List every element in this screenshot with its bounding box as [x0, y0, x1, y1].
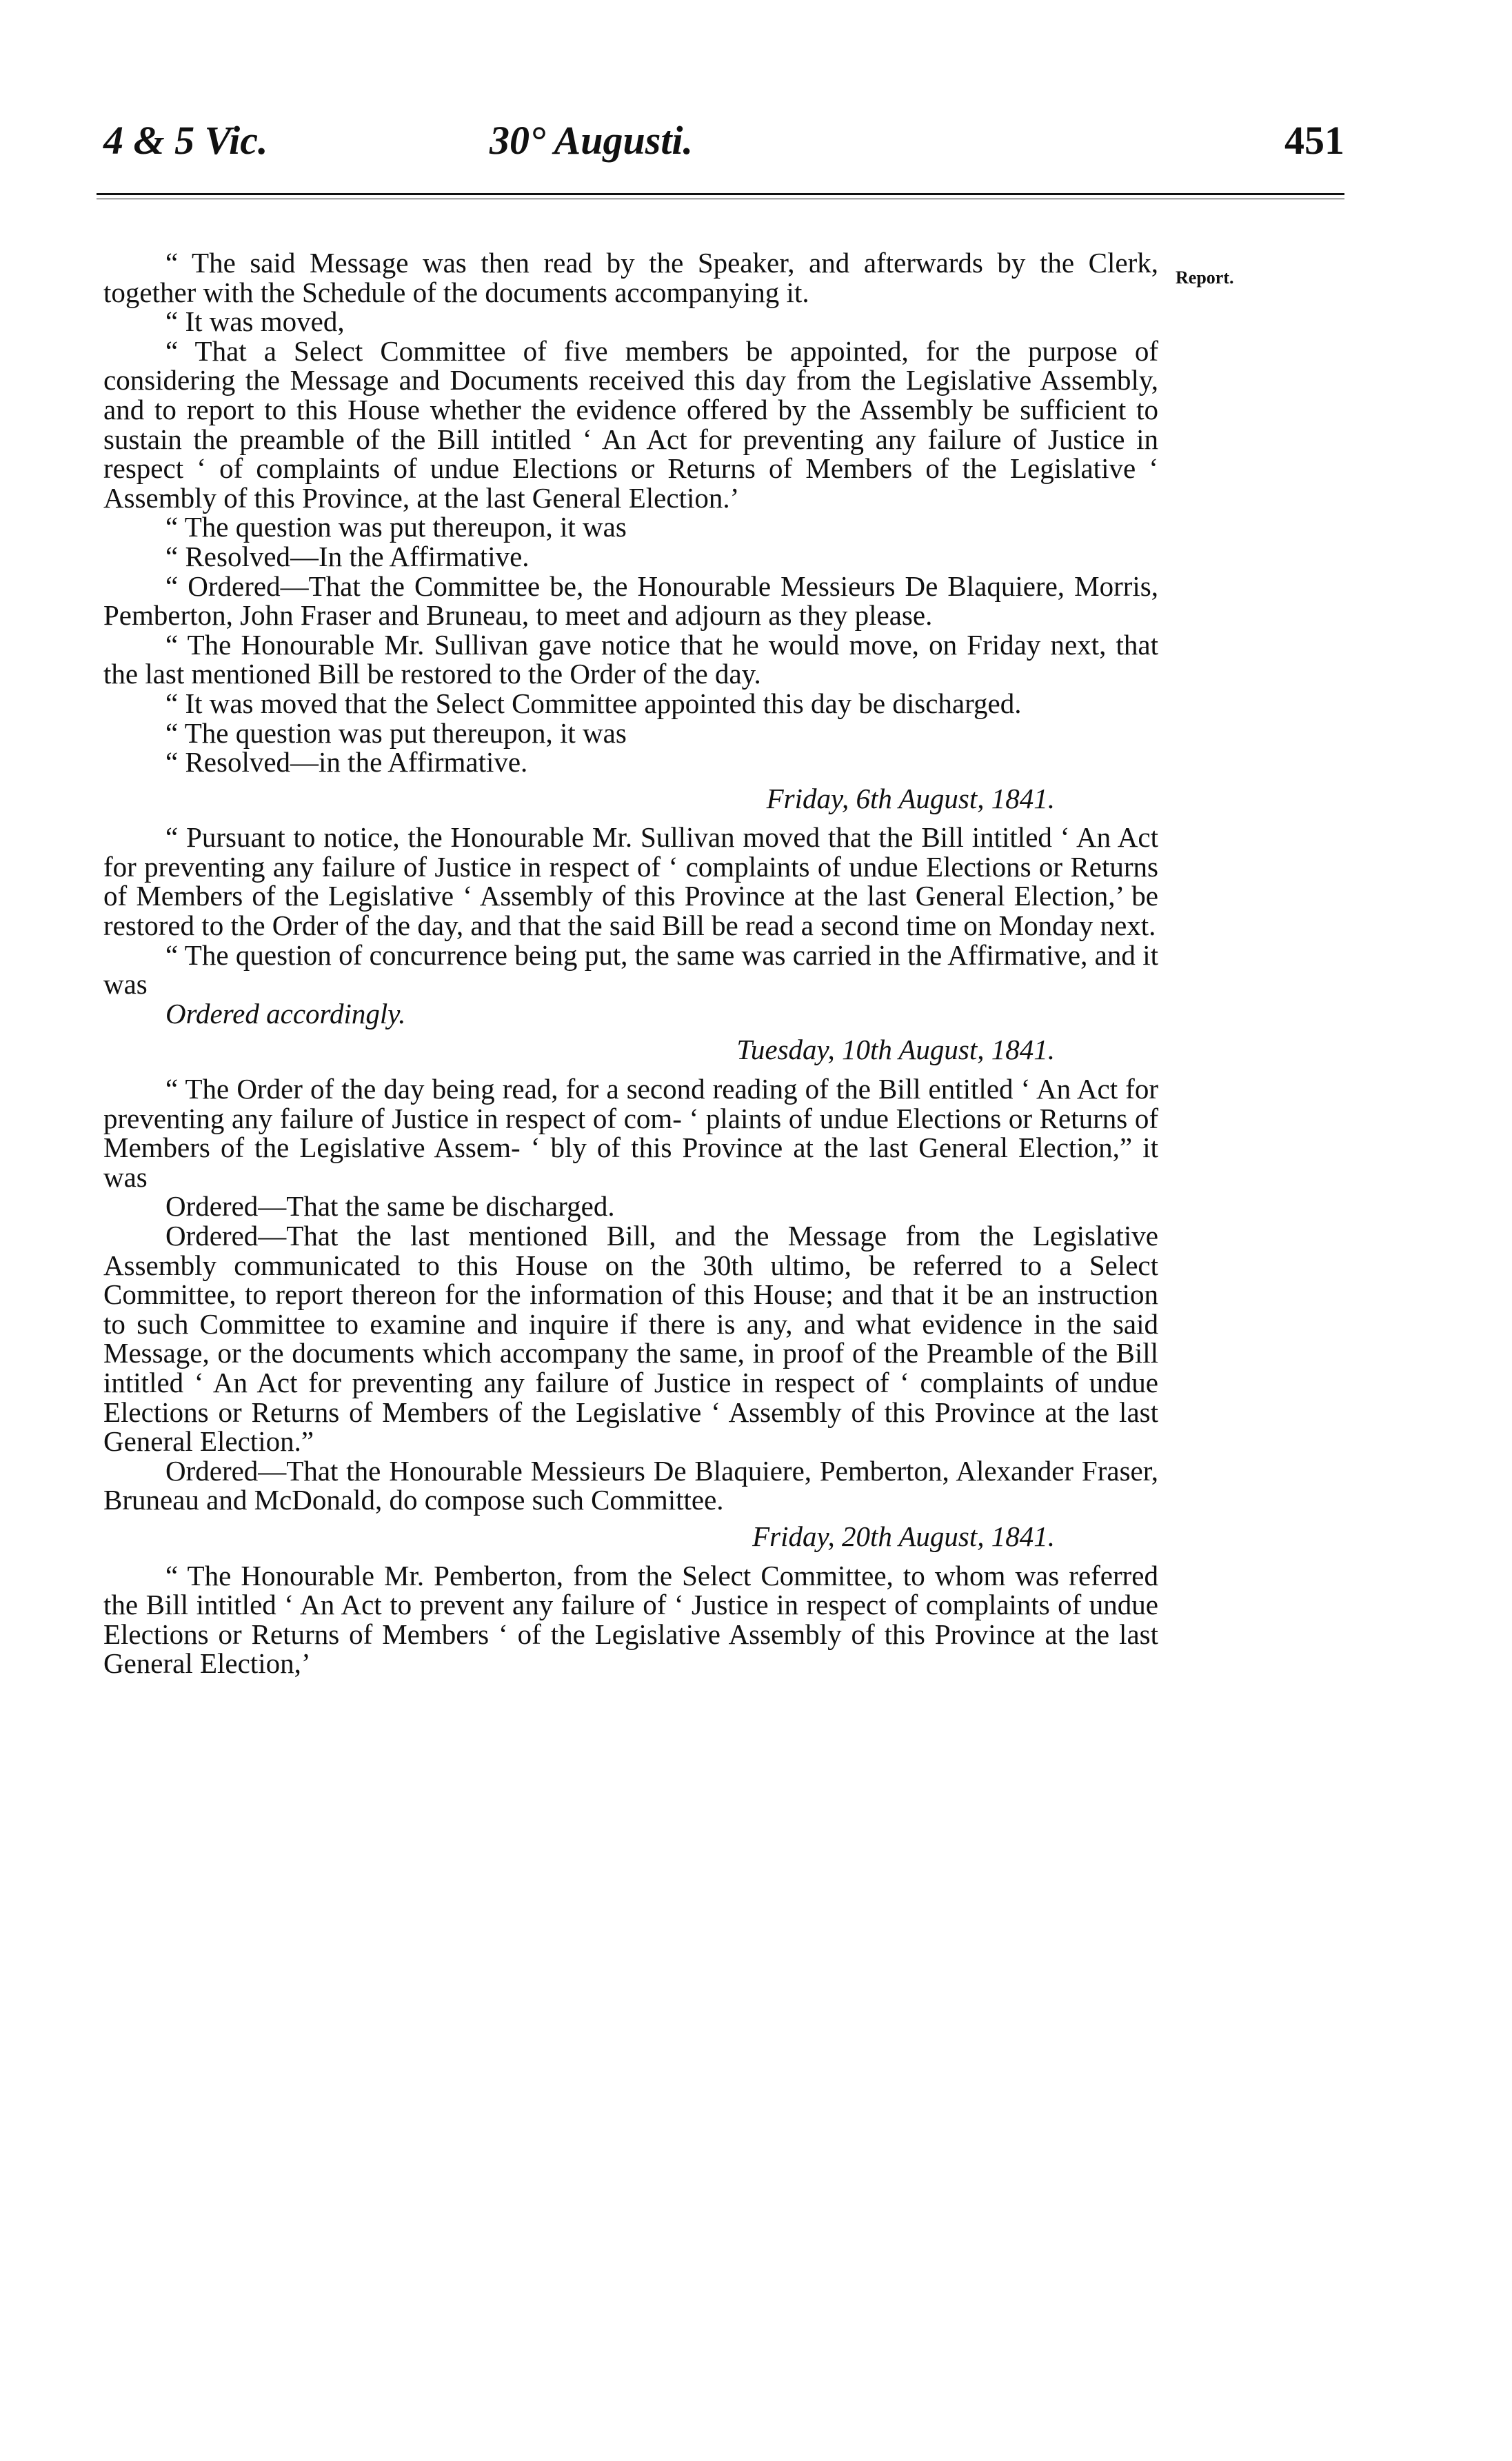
paragraph: “ The question of concurrence being put, the same was carried in the Affirmative, and it was: [103, 938, 1158, 1001]
paragraph: “ It was moved,: [165, 305, 345, 338]
paragraph: “ The Honourable Mr. Sullivan gave notice that he would move, on Friday next, that the last mentioned Bill be restored to the Order of the day.: [103, 628, 1158, 690]
entry-date: Friday, 20th August, 1841.: [752, 1520, 1055, 1552]
paragraph: “ The question was put thereupon, it was: [165, 511, 627, 543]
running-head: [103, 117, 1344, 172]
date-heading: 30° Augusti.: [490, 118, 694, 163]
paragraph: “ The Honourable Mr. Pemberton, from the Select Committee, to whom was referred the Bill intitled ‘ An Act to prevent any failure of ‘ Justice in respect of complaints of undue Elections or Returns of Members ‘ of the Legislative Assembly of this Province at the last General Election,’: [103, 1559, 1158, 1680]
body-text: [103, 248, 1158, 1678]
paragraph: Ordered accordingly.: [165, 997, 406, 1029]
paragraph: “ It was moved that the Select Committee appointed this day be discharged.: [165, 687, 1022, 719]
paragraph: “ Ordered—That the Committee be, the Honourable Messieurs De Blaquiere, Morris, Pemberton, John Fraser and Bruneau, to meet and adjourn as they please.: [103, 570, 1158, 632]
paragraph: “ Resolved—in the Affirmative.: [165, 746, 528, 779]
paragraph: “ Resolved—In the Affirmative.: [165, 540, 530, 572]
paragraph: “ That a Select Committee of five members be appointed, for the purpose of considering the Message and Documents received this day from the Legislative Assembly, and to report to this House whether the evidence offered by the Assembly be sufficient to sustain the preamble of the Bill intitled ‘ An Act for preventing any failure of Justice in respect ‘ of complaints of undue Elections or Returns of Members of the Legislative ‘ Assembly of this Province, at the last General Election.’: [103, 334, 1158, 514]
paragraph: Ordered—That the same be discharged.: [165, 1190, 615, 1223]
entry-date: Tuesday, 10th August, 1841.: [736, 1034, 1055, 1066]
paragraph: “ The Order of the day being read, for a second reading of the Bill entitled ‘ An Act for preventing any failure of Justice in respect of com- ‘ plaints of undue Elections or Returns of Members of the Legislative Assem- ‘ bly of this Province at the last General Election,” it was: [103, 1073, 1158, 1193]
entry-date: Friday, 6th August, 1841.: [766, 782, 1055, 814]
paragraph: Ordered—That the Honourable Messieurs De Blaquiere, Pemberton, Alexander Fraser, Bruneau and McDonald, do compose such Committee.: [103, 1454, 1158, 1516]
page-number: 451: [1284, 118, 1344, 163]
paragraph: Ordered—That the last mentioned Bill, and the Message from the Legislative Assembly communicated to this House on the 30th ultimo, be referred to a Select Committee, to report thereon for the information of this House; and that it be an instruction to such Committee to examine and inquire if there is any, and what evidence in the said Message, or the documents which accompany the same, in proof of the Preamble of the Bill intitled ‘ An Act for preventing any failure of Justice in respect of ‘ complaints of undue Elections or Returns of Members of the Legislative ‘ Assembly of this Province at the last General Election.”: [103, 1220, 1158, 1458]
regnal-year: 4 & 5 Vic.: [103, 118, 268, 163]
margin-note: Report.: [1176, 268, 1234, 288]
paragraph: “ The said Message was then read by the Speaker, and afterwards by the Clerk, together with the Schedule of the documents accompanying it.: [103, 247, 1158, 308]
header-rule: [97, 193, 1344, 195]
paragraph: “ The question was put thereupon, it was: [165, 716, 627, 749]
paragraph: “ Pursuant to notice, the Honourable Mr. Sullivan moved that the Bill intitled ‘ An Act for preventing any failure of Justice in respect of ‘ complaints of undue Elections or Returns of Members of the Legislative ‘ Assembly of this Province at the last General Election,’ be restored to the Order of the day, and that the said Bill be read a second time on Monday next.: [103, 821, 1158, 942]
